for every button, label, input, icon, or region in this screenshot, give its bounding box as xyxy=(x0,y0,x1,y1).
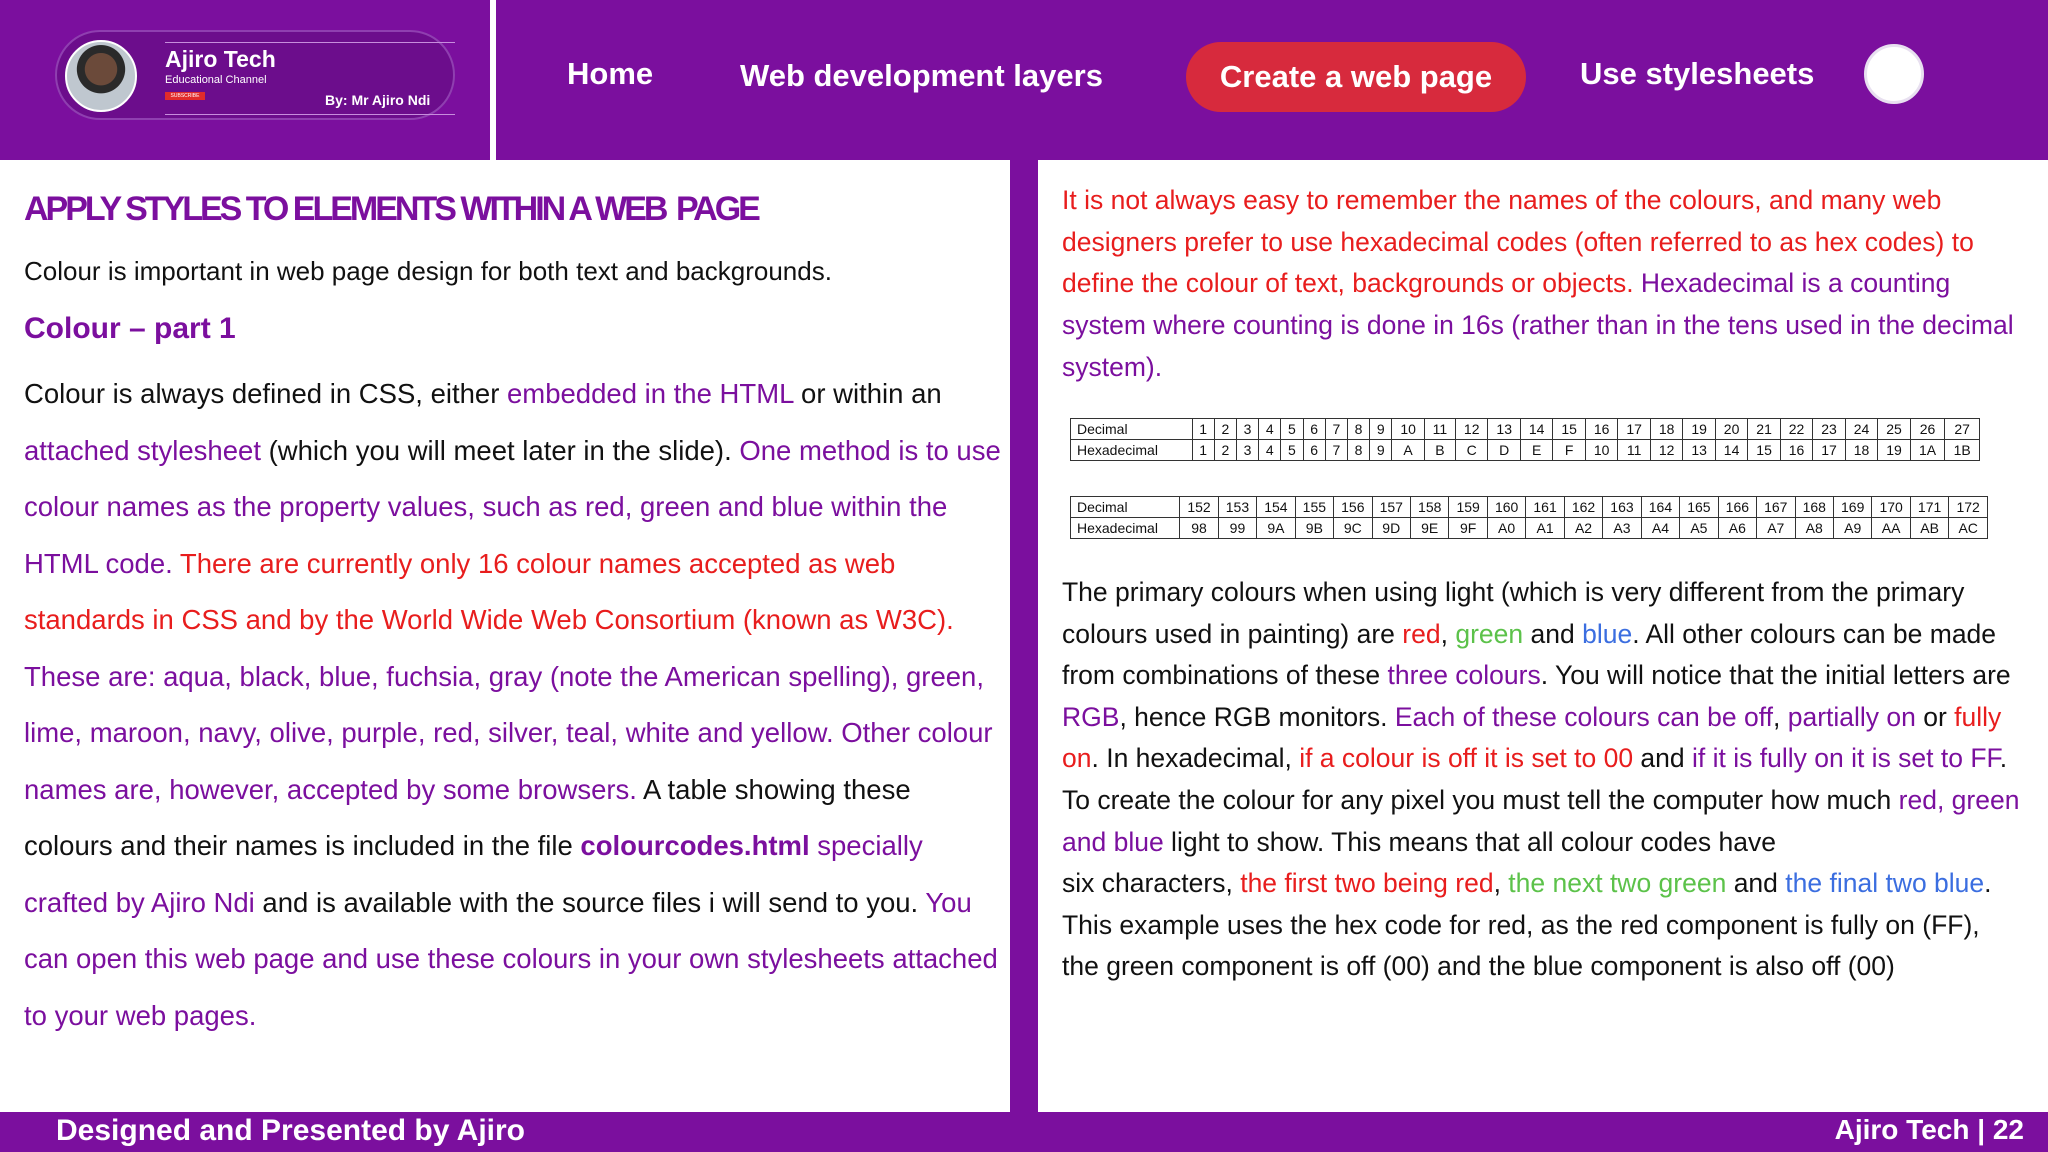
table-cell: AB xyxy=(1910,518,1948,539)
table-cell: A9 xyxy=(1833,518,1871,539)
table-cell: 13 xyxy=(1488,419,1520,440)
channel-logo[interactable] xyxy=(55,30,455,120)
table-cell: 1 xyxy=(1192,440,1214,461)
decimal-row-label: Decimal xyxy=(1071,497,1180,518)
rgb-explanation-text xyxy=(1062,572,2022,988)
table-cell: A7 xyxy=(1757,518,1795,539)
nav-create-web-page-button[interactable]: Create a web page xyxy=(1186,42,1526,112)
table-cell: A0 xyxy=(1487,518,1525,539)
footer-credit: Designed and Presented by Ajiro xyxy=(56,1114,525,1147)
body-text: (which you will meet later in the slide). xyxy=(260,434,740,466)
table-cell: 9B xyxy=(1295,518,1333,539)
table-cell: 7 xyxy=(1325,440,1347,461)
body-text: This example uses the hex code for red, as the red component is fully on (FF), xyxy=(1062,909,1980,940)
table-cell: 17 xyxy=(1618,419,1650,440)
table-cell: 166 xyxy=(1718,497,1756,518)
table-cell: A1 xyxy=(1526,518,1564,539)
hex-table-1-hex-row xyxy=(1071,440,1980,461)
table-cell: 99 xyxy=(1218,518,1256,539)
table-cell: 20 xyxy=(1715,419,1747,440)
table-cell: 16 xyxy=(1780,440,1812,461)
table-cell: 10 xyxy=(1585,440,1617,461)
hex-table-2 xyxy=(1070,496,1988,539)
body-text: , xyxy=(1772,701,1788,732)
logo-divider-bottom xyxy=(165,114,455,115)
body-text: and xyxy=(1726,868,1786,899)
table-cell: 10 xyxy=(1392,419,1424,440)
page-title-suffix: PAGE xyxy=(676,190,758,228)
file-name-colourcodes: colourcodes.html xyxy=(580,830,810,861)
table-cell: A2 xyxy=(1564,518,1602,539)
table-cell: 18 xyxy=(1845,440,1877,461)
table-cell: 169 xyxy=(1833,497,1871,518)
body-highlight: These are: aqua, black, blue, fuchsia, gray (note the American spelling), green, lime, maroon, navy, olive, purple, red, silver, teal, white and yellow. Other colour names are, however, accepted by some browsers. xyxy=(24,660,993,805)
word-red: red xyxy=(1402,618,1441,649)
body-text: A table showing these colours and their names is included in the file xyxy=(24,773,911,861)
table-cell: 26 xyxy=(1910,419,1945,440)
table-cell: A6 xyxy=(1718,518,1756,539)
word-green: green xyxy=(1455,618,1524,649)
table-cell: AA xyxy=(1872,518,1910,539)
table-cell: 14 xyxy=(1715,440,1747,461)
hex-table-1-decimal-row xyxy=(1071,419,1980,440)
page-title: APPLY STYLES TO ELEMENTS WITHIN A WEB xyxy=(24,190,666,228)
table-cell: 164 xyxy=(1641,497,1679,518)
body-highlight: embedded in the HTML xyxy=(507,378,794,409)
header-divider xyxy=(490,0,496,160)
table-cell: 8 xyxy=(1347,440,1369,461)
table-cell: 9D xyxy=(1372,518,1410,539)
table-cell: F xyxy=(1553,440,1585,461)
body-text: , xyxy=(1493,868,1509,899)
logo-title: Ajiro Tech xyxy=(165,46,276,72)
table-cell: 21 xyxy=(1748,419,1780,440)
table-cell: 6 xyxy=(1303,440,1325,461)
table-cell: 168 xyxy=(1795,497,1833,518)
table-cell: D xyxy=(1488,440,1520,461)
avatar xyxy=(65,40,137,112)
header-logo-area xyxy=(0,0,490,158)
table-cell: 163 xyxy=(1603,497,1641,518)
body-text: . You will notice that the initial letters are xyxy=(1540,660,2011,691)
body-highlight: You can open this web page and use these colours in your own stylesheets attached to your web pages. xyxy=(24,886,998,1031)
left-body-text xyxy=(24,366,1004,1044)
intro-text: Colour is important in web page design for both text and backgrounds. xyxy=(24,256,832,286)
nav-use-stylesheets[interactable]: Use stylesheets xyxy=(1580,56,1815,91)
hex-intro-red: It is not always easy to remember the names of the colours, and many web designers prefer to use hexadecimal codes (often referred to as hex codes) to define the colour of text, backgrounds or objects. xyxy=(1062,185,1974,299)
body-text: , xyxy=(1440,618,1456,649)
body-highlight: One method is to use colour names as the property values, such as red, green and blue within the HTML code. xyxy=(24,434,1001,579)
table-cell: 22 xyxy=(1780,419,1812,440)
table-cell: 27 xyxy=(1945,419,1980,440)
table-cell: 3 xyxy=(1236,440,1258,461)
table-cell: A5 xyxy=(1680,518,1718,539)
hex-table-2-hex-row xyxy=(1071,518,1988,539)
table-cell: 3 xyxy=(1236,419,1258,440)
body-text: The primary colours when using light (which is very different from the primary colours used in painting) are xyxy=(1062,577,1965,649)
body-emphasis-red: if a colour is off it is set to 00 xyxy=(1299,743,1634,774)
body-highlight: attached stylesheet xyxy=(24,434,261,466)
table-cell: 154 xyxy=(1257,497,1295,518)
body-text: . All other colours can be made from combinations of these xyxy=(1062,618,1997,691)
table-cell: 1A xyxy=(1910,440,1945,461)
table-cell: 13 xyxy=(1683,440,1715,461)
body-highlight: if it is fully on it is set to FF xyxy=(1692,743,2000,774)
section-subheading: Colour – part 1 xyxy=(24,312,236,345)
table-cell: 165 xyxy=(1680,497,1718,518)
table-cell: 9A xyxy=(1257,518,1295,539)
logo-subtitle: Educational Channel xyxy=(165,74,267,86)
table-cell: 19 xyxy=(1878,440,1910,461)
footer-page-number: Ajiro Tech | 22 xyxy=(1834,1114,2024,1145)
table-cell: AC xyxy=(1949,518,1988,539)
body-text: . In hexadecimal, xyxy=(1091,743,1300,774)
body-highlight: RGB xyxy=(1062,701,1120,732)
body-text: and xyxy=(1523,618,1583,649)
body-text: Colour is always defined in CSS, either xyxy=(24,378,508,409)
table-cell: 9 xyxy=(1370,419,1392,440)
body-highlight: three colours xyxy=(1387,660,1541,691)
table-cell: B xyxy=(1424,440,1455,461)
table-cell: 153 xyxy=(1218,497,1256,518)
table-cell: 1B xyxy=(1945,440,1980,461)
table-cell: 9C xyxy=(1334,518,1372,539)
table-cell: 11 xyxy=(1618,440,1650,461)
hexadecimal-row-label: Hexadecimal xyxy=(1071,440,1193,461)
body-text: six characters, xyxy=(1062,868,1241,899)
table-cell: 23 xyxy=(1813,419,1845,440)
table-cell: 162 xyxy=(1564,497,1602,518)
body-emphasis-red: There are currently only 16 colour names accepted as web standards in CSS and by the World Wide Web Consortium (known as W3C). xyxy=(24,547,954,635)
table-cell: 155 xyxy=(1295,497,1333,518)
body-text: the green component is off (00) and the blue component is also off (00) xyxy=(1062,951,1895,982)
table-cell: 12 xyxy=(1650,440,1682,461)
word-blue: the final two blue xyxy=(1785,868,1985,899)
nav-circle-icon[interactable] xyxy=(1864,44,1924,104)
hexadecimal-row-label: Hexadecimal xyxy=(1071,518,1180,539)
table-cell: 17 xyxy=(1813,440,1845,461)
table-cell: 7 xyxy=(1325,419,1347,440)
body-highlight: partially on xyxy=(1787,701,1916,732)
body-text: and xyxy=(1633,743,1693,774)
logo-divider-top xyxy=(165,42,455,43)
table-cell: 167 xyxy=(1757,497,1795,518)
table-cell: 161 xyxy=(1526,497,1564,518)
table-cell: 4 xyxy=(1259,440,1281,461)
table-cell: 9E xyxy=(1410,518,1448,539)
table-cell: 157 xyxy=(1372,497,1410,518)
hex-table-1 xyxy=(1070,418,1980,461)
table-cell: 159 xyxy=(1449,497,1487,518)
hex-intro-text xyxy=(1062,180,2022,389)
body-text: . To create the colour for any pixel you must tell the computer how much xyxy=(1062,743,2008,815)
decimal-row-label: Decimal xyxy=(1071,419,1193,440)
hex-table-2-decimal-row xyxy=(1071,497,1988,518)
table-cell: 15 xyxy=(1553,419,1585,440)
body-highlight: Each of these colours can be off xyxy=(1394,701,1773,732)
table-cell: A4 xyxy=(1641,518,1679,539)
body-text: light to show. This means that all colour codes have xyxy=(1163,826,1776,857)
table-cell: 170 xyxy=(1872,497,1910,518)
body-text: , hence RGB monitors. xyxy=(1119,701,1395,732)
subscribe-badge: SUBSCRIBE xyxy=(165,92,205,100)
table-cell: 18 xyxy=(1650,419,1682,440)
table-cell: 152 xyxy=(1180,497,1218,518)
table-cell: 2 xyxy=(1214,419,1236,440)
table-cell: 1 xyxy=(1192,419,1214,440)
body-text: or xyxy=(1915,701,1955,732)
nav-home[interactable]: Home xyxy=(567,56,654,91)
table-cell: 19 xyxy=(1683,419,1715,440)
body-text: . xyxy=(1984,868,1992,899)
hex-intro-purple: Hexadecimal is a counting system where counting is done in 16s (rather than in the tens used in the decimal system). xyxy=(1062,268,2014,382)
table-cell: 6 xyxy=(1303,419,1325,440)
table-cell: 171 xyxy=(1910,497,1948,518)
table-cell: C xyxy=(1455,440,1487,461)
table-cell: 172 xyxy=(1949,497,1988,518)
table-cell: 9 xyxy=(1370,440,1392,461)
table-cell: 25 xyxy=(1878,419,1910,440)
table-cell: 9F xyxy=(1449,518,1487,539)
nav-web-development-layers[interactable]: Web development layers xyxy=(740,58,1103,93)
table-cell: A8 xyxy=(1795,518,1833,539)
logo-byline: By: Mr Ajiro Ndi xyxy=(325,92,431,108)
table-cell: 11 xyxy=(1424,419,1455,440)
body-text: or within an xyxy=(793,378,942,409)
table-cell: 5 xyxy=(1281,419,1303,440)
table-cell: A xyxy=(1392,440,1424,461)
table-cell: 12 xyxy=(1455,419,1487,440)
body-text: and is available with the source files i will send to you. xyxy=(254,886,926,918)
word-green: the next two green xyxy=(1508,868,1727,899)
table-cell: A3 xyxy=(1603,518,1641,539)
table-cell: 8 xyxy=(1347,419,1369,440)
table-cell: 156 xyxy=(1334,497,1372,518)
body-highlight: specially crafted by Ajiro Ndi xyxy=(24,830,923,918)
body-emphasis-red: fully on xyxy=(1062,701,2002,774)
word-blue: blue xyxy=(1582,618,1633,649)
table-cell: 2 xyxy=(1214,440,1236,461)
table-cell: 160 xyxy=(1487,497,1525,518)
table-cell: 4 xyxy=(1259,419,1281,440)
table-cell: 15 xyxy=(1748,440,1780,461)
table-cell: 98 xyxy=(1180,518,1218,539)
table-cell: E xyxy=(1520,440,1552,461)
table-cell: 14 xyxy=(1520,419,1552,440)
word-red: the first two being red xyxy=(1240,868,1494,899)
body-highlight: red, green and blue xyxy=(1062,784,2020,857)
table-cell: 16 xyxy=(1585,419,1617,440)
table-cell: 24 xyxy=(1845,419,1877,440)
table-cell: 158 xyxy=(1410,497,1448,518)
table-cell: 5 xyxy=(1281,440,1303,461)
